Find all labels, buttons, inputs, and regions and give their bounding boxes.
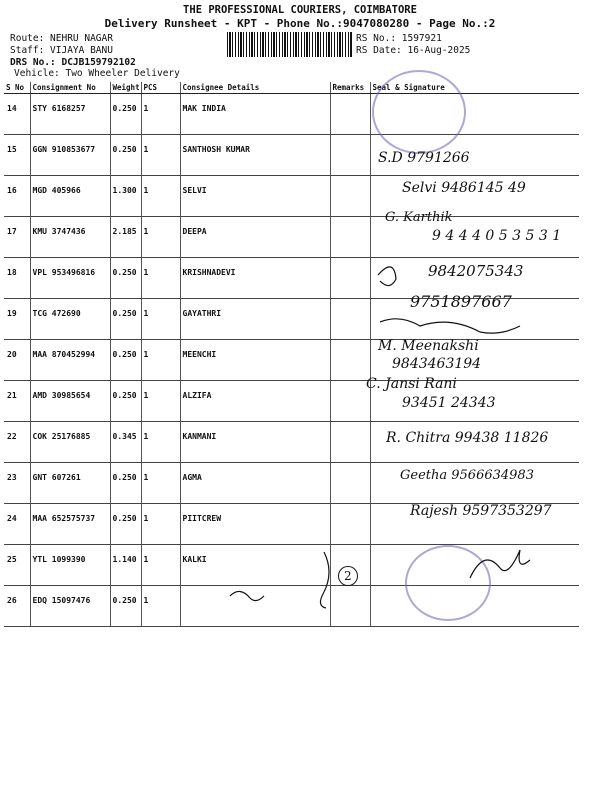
pieces: 1 [141,94,180,135]
pieces: 1 [141,463,180,504]
serial-number: 15 [4,135,30,176]
consignee-name: AGMA [180,463,330,504]
weight: 1.140 [110,545,141,586]
serial-number: 17 [4,217,30,258]
serial-number: 26 [4,586,30,627]
pieces: 1 [141,299,180,340]
consignee-name: MAK INDIA [180,94,330,135]
pieces: 1 [141,340,180,381]
route-label: Route: NEHRU NAGAR [10,33,113,44]
handwritten-signature: 9842075343 [428,262,524,280]
consignee-name: KALKI [180,545,330,586]
col-consignment: Consignment No [30,82,110,94]
weight: 0.250 [110,463,141,504]
pieces: 1 [141,258,180,299]
pieces: 1 [141,586,180,627]
consignment-number: COK 25176885 [30,422,110,463]
pieces: 1 [141,545,180,586]
weight: 0.250 [110,299,141,340]
weight: 1.300 [110,176,141,217]
consignment-number: VPL 953496816 [30,258,110,299]
consignment-number: MAA 652575737 [30,504,110,545]
handwritten-signature: C. Jansi Rani [366,376,457,392]
consignee-name: ALZIFA [180,381,330,422]
weight: 0.250 [110,504,141,545]
handwritten-signature: R. Chitra 99438 11826 [386,430,549,446]
pieces: 1 [141,381,180,422]
handwritten-mark: 2 [338,566,358,586]
serial-number: 23 [4,463,30,504]
handwritten-signature: G. Karthik [385,210,453,225]
consignment-number: GNT 607261 [30,463,110,504]
pieces: 1 [141,504,180,545]
weight: 0.250 [110,340,141,381]
handwritten-signature: 93451 24343 [402,395,496,411]
col-remarks: Remarks [330,82,370,94]
consignment-number: MAA 870452994 [30,340,110,381]
runsheet-subtitle: Delivery Runsheet - KPT - Phone No.:9047080280 - Page No.:2 [104,17,496,30]
consignment-number: YTL 1099390 [30,545,110,586]
company-title: THE PROFESSIONAL COURIERS, COIMBATORE [183,4,417,16]
consignee-name: PIITCREW [180,504,330,545]
handwritten-signature: 9751897667 [410,292,512,311]
pieces: 1 [141,422,180,463]
pieces: 1 [141,176,180,217]
vehicle-label: Vehicle: Two Wheeler Delivery [14,68,180,79]
pieces: 1 [141,135,180,176]
serial-number: 16 [4,176,30,217]
serial-number: 21 [4,381,30,422]
consignment-number: EDQ 15097476 [30,586,110,627]
handwritten-signature: 9843463194 [392,356,482,372]
serial-number: 14 [4,94,30,135]
consignment-number: TCG 472690 [30,299,110,340]
rs-number: RS No.: 1597921 [356,33,442,44]
consignee-name: KANMANI [180,422,330,463]
serial-number: 22 [4,422,30,463]
weight: 0.250 [110,381,141,422]
weight: 0.250 [110,586,141,627]
pieces: 1 [141,217,180,258]
handwritten-signature: M. Meenakshi [378,338,479,354]
col-weight: Weight [110,82,141,94]
serial-number: 19 [4,299,30,340]
consignment-number: MGD 405966 [30,176,110,217]
col-consignee: Consignee Details [180,82,330,94]
staff-label: Staff: VIJAYA BANU [10,45,113,56]
consignee-name: GAYATHRI [180,299,330,340]
handwritten-signature: Rajesh 9597353297 [410,503,552,519]
weight: 0.250 [110,135,141,176]
weight: 0.250 [110,94,141,135]
handwritten-signature: 9 4 4 4 0 5 3 5 3 1 [432,228,562,244]
handwritten-signature: Selvi 9486145 49 [402,180,526,196]
consignment-number: GGN 910853677 [30,135,110,176]
col-signature: Seal & Signature [370,82,579,94]
serial-number: 18 [4,258,30,299]
consignee-name: SANTHOSH KUMAR [180,135,330,176]
handwritten-signature: Geetha 9566634983 [400,468,534,483]
handwritten-signature: S.D 9791266 [378,150,470,166]
consignment-number: AMD 30985654 [30,381,110,422]
serial-number: 24 [4,504,30,545]
col-pcs: PCS [141,82,180,94]
serial-number: 20 [4,340,30,381]
consignment-number: KMU 3747436 [30,217,110,258]
consignee-name: SELVI [180,176,330,217]
col-sno: S No [4,82,30,94]
weight: 2.185 [110,217,141,258]
rs-date: RS Date: 16-Aug-2025 [356,45,471,56]
drs-number: DRS No.: DCJB159792102 [10,57,136,68]
consignee-name: DEEPA [180,217,330,258]
consignee-name: KRISHNADEVI [180,258,330,299]
serial-number: 25 [4,545,30,586]
consignment-number: STY 6168257 [30,94,110,135]
weight: 0.345 [110,422,141,463]
weight: 0.250 [110,258,141,299]
consignee-name: MEENCHI [180,340,330,381]
